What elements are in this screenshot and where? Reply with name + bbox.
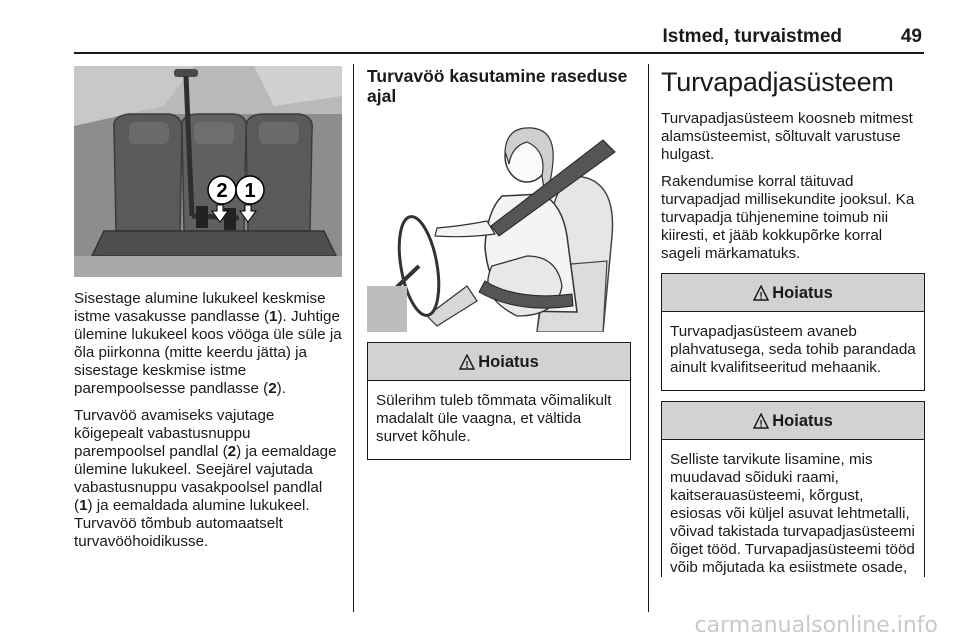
warning-title: Hoiatus: [772, 283, 833, 302]
warning-box-pregnancy: [367, 342, 631, 460]
warning-triangle-icon: [753, 285, 769, 301]
column-1: [74, 66, 342, 551]
header-rule: [74, 52, 924, 54]
page-number: 49: [900, 26, 922, 47]
warning-box-header: [368, 343, 630, 381]
warning-title: Hoiatus: [772, 411, 833, 430]
warning-box-airbag-accessories: [661, 401, 925, 577]
warning-text: Selliste tarvikute lisamine, mis muudavad sõiduki raami, kaitserauasüsteemi, kõrgust, esiosas või küljel asuvat lehtmetalli, võivad takistada turvapadjasüsteemi õiget tööd. Turvapadjasüsteemi tööd võib mõjutada ka esiistmete osade,: [670, 451, 915, 576]
column-divider-1: [353, 64, 354, 612]
figure-label-1: 1: [244, 180, 256, 202]
rear-seat-belt-figure: [74, 66, 342, 277]
warning-box-airbag-repair: [661, 273, 925, 391]
paragraph-airbag-subsystems: Turvapadjasüsteem koosneb mitmest alamsüsteemist, sõltuvalt varustuse hulgast.: [661, 110, 913, 163]
warning-text: Turvapadjasüsteem avaneb plahvatusega, seda tohib parandada ainult kvalifitseeritud mehaanik.: [670, 323, 916, 376]
warning-triangle-icon: [753, 413, 769, 429]
column-3: [661, 66, 925, 577]
column-divider-2: [648, 64, 649, 612]
page-header-title: Istmed, turvaistmed: [662, 26, 842, 47]
section-heading-airbag-system: Turvapadjasüsteem: [661, 67, 894, 97]
paragraph-airbag-deployment: Rakendumise korral täituvad turvapadjad millisekundite jooksul. Ka turvapadja tühjenemine toimub nii kiiresti, et jääb kokkupõrke korral sageli märkamatuks.: [661, 173, 915, 262]
warning-title: Hoiatus: [478, 352, 539, 371]
warning-text: Sülerihm tuleb tõmmata võimalikult madalalt üle vaagna, et vältida survet kõhule.: [376, 392, 612, 445]
pregnant-driver-figure: [367, 116, 631, 332]
section-heading-pregnancy: Turvavöö kasutamine raseduse ajal: [367, 66, 628, 106]
figure-label-2: 2: [216, 180, 228, 202]
watermark: carmanualsonline.info: [694, 613, 938, 638]
paragraph-buckle-insert: Sisestage alumine lukukeel keskmise istme vasakusse pandlasse (1). Juhtige ülemine lukukeel koos vööga üle süle ja õla piirkonna (mitte keerdu jätta) ja sisestage keskmise istme parempoolsesse pandlasse (2).: [74, 290, 342, 397]
warning-triangle-icon: [459, 354, 475, 370]
warning-box-header: [662, 402, 924, 440]
svg-text:!: !: [465, 359, 469, 370]
column-2: [367, 66, 631, 460]
paragraph-buckle-release: Turvavöö avamiseks vajutage kõigepealt vabastusnuppu parempoolsel pandlal (2) ja eemaldage ülemine lukukeel. Seejärel vajutada vabastusnuppu vasakpoolsel pandlal (1) ja eemaldada alumine lukukeel. Turvavöö tõmbub automaatselt turvavööhoidikusse.: [74, 407, 337, 550]
svg-text:!: !: [759, 418, 763, 429]
svg-text:!: !: [759, 290, 763, 301]
warning-box-header: [662, 274, 924, 312]
